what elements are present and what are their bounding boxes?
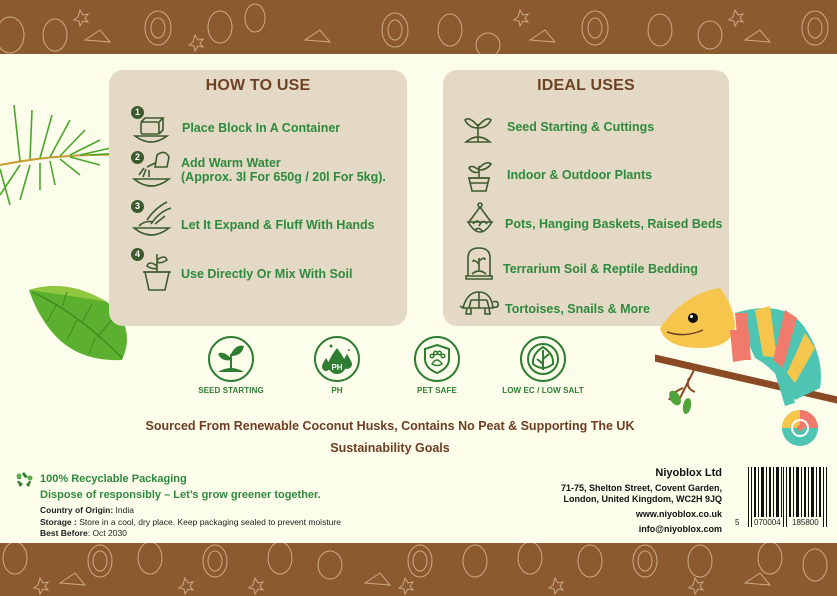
top-coconut-pattern-band — [0, 0, 837, 54]
step-number-badge: 4 — [131, 248, 144, 261]
feature-pet-safe — [382, 336, 492, 395]
ideal-use-item — [443, 202, 729, 242]
step-number-badge: 1 — [131, 106, 144, 119]
pour-water-icon — [131, 149, 175, 193]
barcode-group-right: 185800 — [792, 518, 819, 527]
how-to-step-3 — [109, 198, 407, 244]
feature-label: PH — [331, 386, 343, 395]
step-number-badge: 2 — [131, 151, 144, 164]
ideal-use-label: Tortoises, Snails & More — [505, 302, 650, 316]
coconut-pattern-icon — [0, 0, 837, 54]
recyclable-tagline: Dispose of responsibly – Let’s grow greener together. — [40, 489, 321, 501]
seedling-icon — [463, 112, 493, 144]
hanging-basket-icon — [465, 202, 495, 240]
sourced-line-2: Sustainability Goals — [330, 441, 450, 455]
company-website: www.niyoblox.co.uk — [635, 509, 722, 519]
feature-low-ec — [488, 336, 598, 395]
feature-label: LOW EC / LOW SALT — [502, 386, 584, 395]
step-label-line2: (Approx. 3l For 650g / 20l For 5kg). — [181, 170, 386, 184]
how-to-use-title: HOW TO USE — [205, 77, 311, 94]
coconut-pattern-icon — [0, 543, 837, 596]
origin-label: Country of Origin: — [40, 505, 114, 515]
barcode-digit-first: 5 — [735, 518, 740, 527]
paw-shield-icon — [414, 336, 460, 382]
block-in-bowl-icon — [131, 110, 171, 150]
best-before — [40, 528, 127, 538]
sourced-statement — [140, 415, 640, 459]
sourced-line-1: Sourced From Renewable Coconut Husks, Contains No Peat & Supporting The UK — [145, 419, 635, 433]
barcode-group-left: 070004 — [754, 518, 781, 527]
ideal-use-label: Terrarium Soil & Reptile Bedding — [503, 262, 698, 276]
storage-value: Store in a cool, dry place. Keep packaging sealed to prevent moisture — [76, 517, 341, 527]
hands-fluff-icon — [131, 198, 175, 242]
how-to-step-2 — [109, 147, 407, 193]
bottom-coconut-pattern-band — [0, 543, 837, 596]
origin-value: India — [113, 505, 134, 515]
how-to-step-1 — [109, 106, 407, 150]
step-label: Place Block In A Container — [182, 121, 341, 135]
best-before-label: Best Before — [40, 528, 88, 538]
storage-info — [40, 517, 341, 527]
storage-label: Storage : — [40, 517, 77, 527]
step-label: Let It Expand & Fluff With Hands — [181, 218, 375, 232]
pot-plant-icon — [465, 160, 493, 192]
ideal-use-item — [443, 110, 729, 146]
ideal-use-item — [443, 158, 729, 194]
company-address-line1: 71-75, Shelton Street, Covent Garden, — [560, 483, 722, 493]
ideal-use-item — [443, 246, 729, 282]
how-to-step-4 — [109, 246, 407, 292]
ideal-use-label: Pots, Hanging Baskets, Raised Beds — [505, 217, 723, 231]
feature-label: SEED STARTING — [198, 386, 264, 395]
feature-ph — [282, 336, 392, 395]
company-address-line2: London, United Kingdom, WC2H 9JQ — [563, 494, 722, 504]
best-before-value: : Oct 2030 — [87, 528, 127, 538]
feature-seed-starting — [176, 336, 286, 395]
company-name: Niyoblox Ltd — [655, 467, 722, 479]
how-to-use-panel — [109, 70, 407, 326]
step-label: Use Directly Or Mix With Soil — [181, 267, 353, 281]
ideal-use-label: Seed Starting & Cuttings — [507, 120, 655, 134]
ideal-uses-title: IDEAL USES — [537, 77, 635, 94]
barcode — [735, 467, 830, 539]
country-of-origin — [40, 505, 134, 515]
recyclable-headline: 100% Recyclable Packaging — [40, 473, 187, 485]
step-label-line1: Add Warm Water — [181, 156, 281, 170]
tortoise-icon — [459, 290, 499, 318]
potted-plant-icon — [137, 248, 177, 292]
svg-text:PH: PH — [331, 363, 343, 372]
terrarium-icon — [465, 246, 493, 280]
feature-label: PET SAFE — [417, 386, 457, 395]
ph-drops-icon — [314, 336, 360, 382]
company-email: info@niyoblox.com — [638, 524, 722, 534]
recycle-icon — [14, 471, 34, 489]
seed-starting-icon — [208, 336, 254, 382]
chameleon-illustration-icon — [655, 288, 837, 450]
ideal-use-label: Indoor & Outdoor Plants — [507, 168, 653, 182]
leaf-circle-icon — [520, 336, 566, 382]
step-number-badge: 3 — [131, 200, 144, 213]
